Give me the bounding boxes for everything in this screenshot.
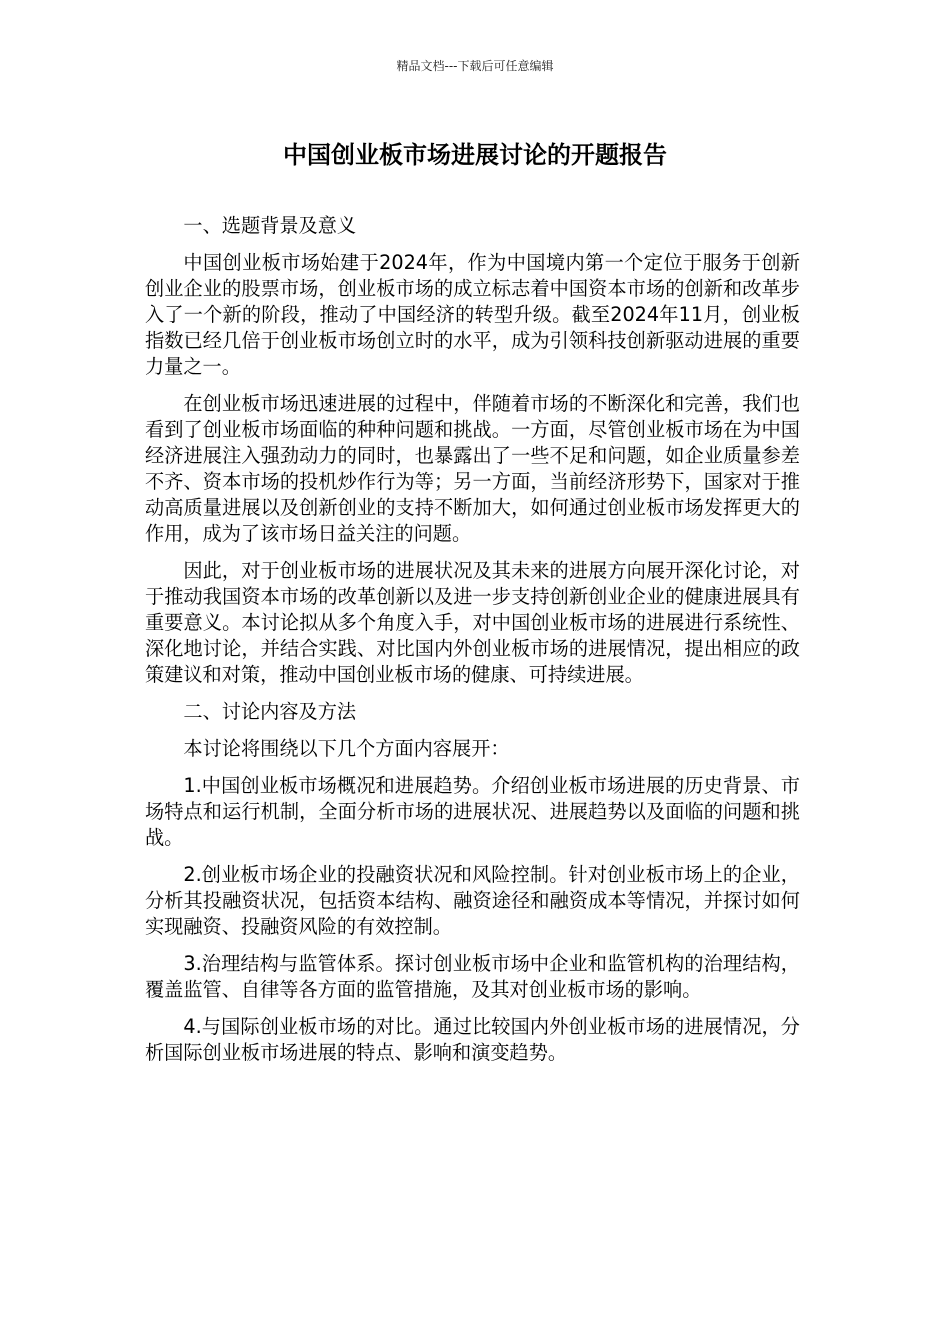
body-paragraph: 本讨论将围绕以下几个方面内容展开：	[183, 737, 510, 760]
document-body	[145, 213, 800, 1077]
section-heading: 一、选题背景及意义	[183, 214, 357, 237]
section-background	[145, 213, 800, 688]
page-header: 精品文档---下载后可任意编辑	[396, 59, 554, 73]
document-title: 中国创业板市场进展讨论的开题报告	[283, 141, 667, 169]
list-item: 1.中国创业板市场概况和进展趋势。介绍创业板市场进展的历史背景、市场特点和运行机制，全面分析市场的进展状况、进展趋势以及面临的问题和挑战。	[145, 774, 800, 849]
body-paragraph: 因此，对于创业板市场的进展状况及其未来的进展方向展开深化讨论，对于推动我国资本市场的改革创新以及进一步支持创新创业企业的健康进展具有重要意义。本讨论拟从多个角度入手，对中国创业板市场的进展进行系统性、深化地讨论，并结合实践、对比国内外创业板市场的进展情况，提出相应的政策建议和对策，推动中国创业板市场的健康、可持续进展。	[145, 559, 800, 686]
list-item: 4.与国际创业板市场的对比。通过比较国内外创业板市场的进展情况，分析国际创业板市场进展的特点、影响和演变趋势。	[145, 1015, 800, 1064]
list-item: 2.创业板市场企业的投融资状况和风险控制。针对创业板市场上的企业，分析其投融资状况，包括资本结构、融资途径和融资成本等情况，并探讨如何实现融资、投融资风险的有效控制。	[145, 863, 800, 938]
section-content-methods	[145, 699, 800, 1066]
list-item: 3.治理结构与监管体系。探讨创业板市场中企业和监管机构的治理结构，覆盖监管、自律等各方面的监管措施，及其对创业板市场的影响。	[145, 952, 800, 1001]
section-heading: 二、讨论内容及方法	[183, 700, 357, 723]
body-paragraph: 在创业板市场迅速进展的过程中，伴随着市场的不断深化和完善，我们也看到了创业板市场面临的种种问题和挑战。一方面，尽管创业板市场在为中国经济进展注入强劲动力的同时，也暴露出了一些不足和问题，如企业质量参差不齐、资本市场的投机炒作行为等；另一方面，当前经济形势下，国家对于推动高质量进展以及创新创业的支持不断加大，如何通过创业板市场发挥更大的作用，成为了该市场日益关注的问题。	[145, 392, 800, 545]
body-paragraph: 中国创业板市场始建于2024年，作为中国境内第一个定位于服务于创新创业企业的股票市场，创业板市场的成立标志着中国资本市场的创新和改革步入了一个新的阶段，推动了中国经济的转型升级。截至2024年11月，创业板指数已经几倍于创业板市场创立时的水平，成为引领科技创新驱动进展的重要力量之一。	[145, 251, 800, 378]
